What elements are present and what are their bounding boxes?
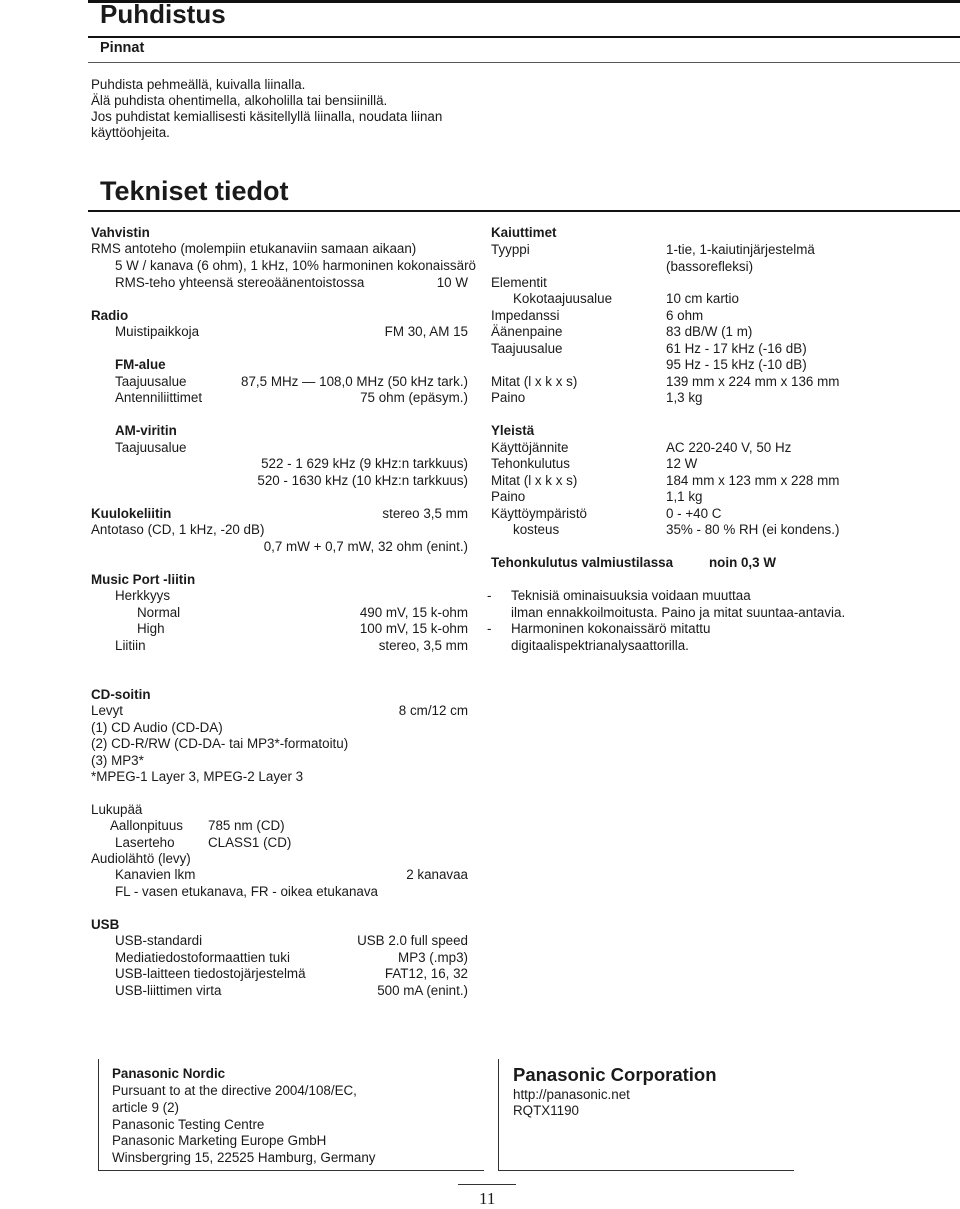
spec-label: RMS antoteho (molempiin etukanaviin samaan aikaan) [91,241,417,256]
footer-left-line: article 9 (2) [112,1100,179,1115]
spec-label: kosteus [513,522,560,537]
spec-value: 0,7 mW + 0,7 mW, 32 ohm (enint.) [263,539,468,554]
yleista-heading: Yleistä [491,423,535,438]
spec-label: (1) CD Audio (CD-DA) [91,720,223,735]
section-rule [88,62,960,63]
spec-value: 100 mV, 15 k-ohm [359,621,468,636]
spec-label: Impedanssi [491,308,560,323]
spec-label: Mediatiedostoformaattien tuki [115,950,290,965]
section-heading-pinnat: Pinnat [100,40,145,56]
spec-value: 12 W [666,456,698,471]
vahvistin-heading: Vahvistin [91,225,150,240]
spec-value: 75 ohm (epäsym.) [360,390,468,405]
spec-value: AC 220-240 V, 50 Hz [666,440,792,455]
specs-title: Tekniset tiedot [100,176,289,206]
spec-label: USB-laitteen tiedostojärjestelmä [115,966,306,981]
spec-value: MP3 (.mp3) [398,950,468,965]
spec-label: USB-standardi [115,933,203,948]
spec-label: Kokotaajuusalue [513,291,613,306]
note-text: Teknisiä ominaisuuksia voidaan muuttaa [511,588,751,603]
spec-label: Paino [491,390,526,405]
fm-heading: FM-alue [115,357,166,372]
spec-label: Liitiin [115,638,146,653]
cleaning-line: Älä puhdista ohentimella, alkoholilla tai bensiinillä. [91,93,388,108]
cleaning-line: Jos puhdistat kemiallisesti käsitellyllä liinalla, noudata liinan [91,109,443,124]
note-text: ilman ennakkoilmoitusta. Paino ja mitat suuntaa-antavia. [511,605,846,620]
spec-label: USB-liittimen virta [115,983,222,998]
valmius-value: noin 0,3 W [709,555,776,570]
spec-label: Laserteho [115,835,175,850]
note-text: digitaalispektrianalysaattorilla. [511,638,689,653]
page-number: 11 [479,1189,496,1208]
spec-value: 520 - 1630 kHz (10 kHz:n tarkkuus) [257,473,468,488]
spec-value: (bassorefleksi) [666,259,754,274]
am-heading: AM-viritin [115,423,177,438]
spec-value: 500 mA (enint.) [377,983,468,998]
page-bottom-rule [458,1184,516,1185]
musicport-heading: Music Port -liitin [91,572,196,587]
spec-value: 0 - +40 C [666,506,722,521]
spec-label: Kanavien lkm [115,867,196,882]
note-dash: - [487,588,492,603]
spec-label: Taajuusalue [491,341,563,356]
cleaning-line: käyttöohjeita. [91,125,170,140]
spec-label: Käyttöjännite [491,440,569,455]
spec-value: 139 mm x 224 mm x 136 mm [666,374,840,389]
footer-right-code: RQTX1190 [513,1103,579,1118]
valmius-label: Tehonkulutus valmiustilassa [491,555,674,570]
spec-label: Antenniliittimet [115,390,203,405]
cd-heading: CD-soitin [91,687,151,702]
spec-value: 1-tie, 1-kaiutinjärjestelmä [666,242,815,257]
spec-label: Paino [491,489,526,504]
footer-left-line: Winsbergring 15, 22525 Hamburg, Germany [112,1150,376,1165]
spec-value: USB 2.0 full speed [357,933,468,948]
spec-label: Levyt [91,703,124,718]
footer-left-line: Pursuant to at the directive 2004/108/EC, [112,1083,357,1098]
spec-value: 522 - 1 629 kHz (9 kHz:n tarkkuus) [261,456,468,471]
spec-label: Elementit [491,275,547,290]
spec-label: 5 W / kanava (6 ohm), 1 kHz, 10% harmoninen kokonaissärö [115,258,476,273]
spec-value: FM 30, AM 15 [384,324,468,339]
spec-value: 1,1 kg [666,489,703,504]
note-text: Harmoninen kokonaissärö mitattu [511,621,711,636]
spec-label: (3) MP3* [91,753,144,768]
spec-label: Muistipaikkoja [115,324,200,339]
spec-value: 1,3 kg [666,390,703,405]
footer-right-url: http://panasonic.net [513,1087,630,1102]
kaiuttimet-heading: Kaiuttimet [491,225,557,240]
spec-label: Aallonpituus [110,818,183,833]
spec-label: FL - vasen etukanava, FR - oikea etukanava [115,884,378,899]
radio-heading: Radio [91,308,129,323]
footer-left-line: Panasonic Testing Centre [112,1117,265,1132]
usb-heading: USB [91,917,120,932]
spec-value: 8 cm/12 cm [398,703,468,718]
spec-label: RMS-teho yhteensä stereoäänentoistossa [115,275,365,290]
page-title: Puhdistus [100,0,226,29]
spec-value: 785 nm (CD) [208,818,285,833]
footer-left-title: Panasonic Nordic [112,1066,226,1081]
note-dash: - [487,621,492,636]
spec-label: Audiolähtö (levy) [91,851,191,866]
specs-rule [88,210,960,212]
spec-value: CLASS1 (CD) [208,835,292,850]
cleaning-line: Puhdista pehmeällä, kuivalla liinalla. [91,77,306,92]
spec-value: 2 kanavaa [406,867,468,882]
spec-value: 87,5 MHz — 108,0 MHz (50 kHz tark.) [241,374,468,389]
spec-label: Taajuusalue [115,440,187,455]
spec-label: (2) CD-R/RW (CD-DA- tai MP3*-formatoitu) [91,736,349,751]
spec-label: Lukupää [91,802,143,817]
spec-label: Mitat (l x k x s) [491,374,578,389]
spec-value: 10 cm kartio [666,291,739,306]
spec-value: 35% - 80 % RH (ei kondens.) [666,522,840,537]
spec-label: Tyyppi [491,242,530,257]
spec-value: 184 mm x 123 mm x 228 mm [666,473,840,488]
footer-left-line: Panasonic Marketing Europe GmbH [112,1133,327,1148]
spec-value: 10 W [436,275,468,290]
spec-value: 490 mV, 15 k-ohm [359,605,468,620]
spec-value: 6 ohm [666,308,704,323]
spec-value: FAT12, 16, 32 [384,966,468,981]
header-band [88,36,960,38]
spec-value: stereo 3,5 mm [382,506,468,521]
spec-label: Herkkyys [115,588,171,603]
spec-label: Tehonkulutus [491,456,570,471]
spec-label: Antotaso (CD, 1 kHz, -20 dB) [91,522,265,537]
spec-value: 83 dB/W (1 m) [666,324,753,339]
spec-value: 95 Hz - 15 kHz (-10 dB) [666,357,807,372]
spec-label: Äänenpaine [491,324,563,339]
kuulokeliitin-heading: Kuulokeliitin [91,506,172,521]
footer-right-title: Panasonic Corporation [513,1064,717,1085]
spec-label: Taajuusalue [115,374,187,389]
spec-value: stereo, 3,5 mm [378,638,468,653]
spec-value: 61 Hz - 17 kHz (-16 dB) [666,341,807,356]
spec-label: Mitat (l x k x s) [491,473,578,488]
spec-label: High [137,621,165,636]
spec-label: Normal [137,605,181,620]
spec-label: Käyttöympäristö [491,506,588,521]
spec-label: *MPEG-1 Layer 3, MPEG-2 Layer 3 [91,769,304,784]
